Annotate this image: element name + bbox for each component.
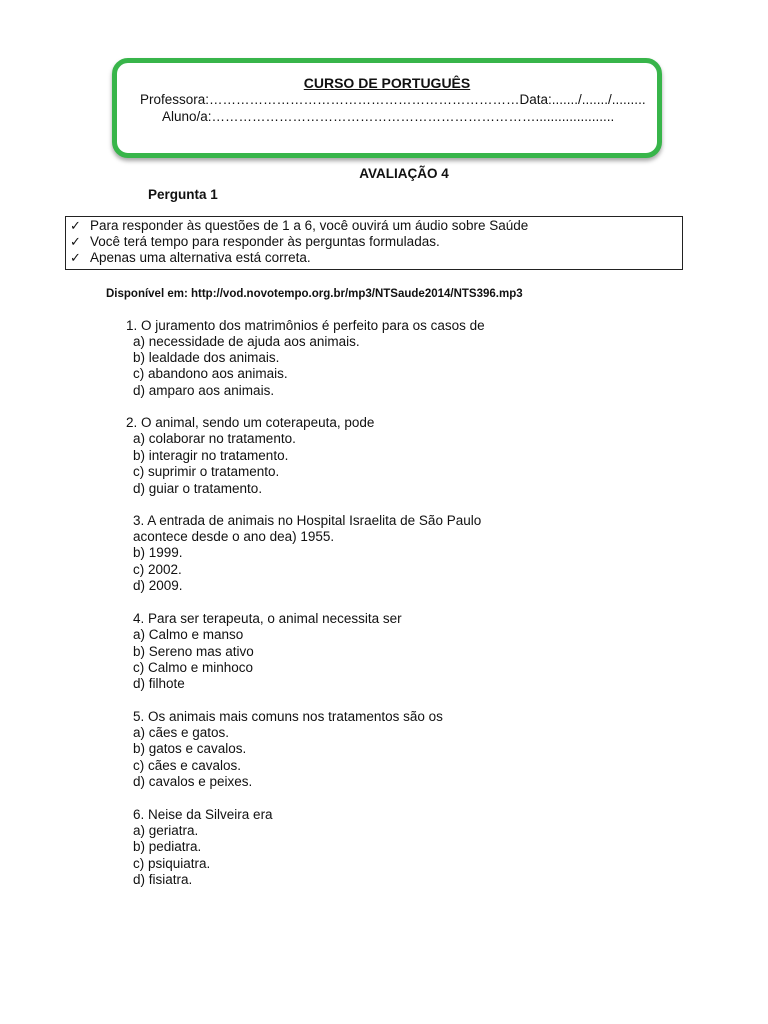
course-header-box bbox=[112, 58, 662, 158]
answer-option: a) Calmo e manso bbox=[133, 627, 244, 642]
answer-option: c) abandono aos animais. bbox=[133, 366, 288, 381]
answer-option: a) colaborar no tratamento. bbox=[133, 431, 296, 446]
answer-option: b) gatos e cavalos. bbox=[133, 741, 247, 756]
checkmark-icon: ✓ bbox=[70, 218, 81, 233]
question-stem-continued: acontece desde o ano dea) 1955. bbox=[133, 529, 335, 544]
question-heading: Pergunta 1 bbox=[148, 187, 218, 202]
audio-source-link[interactable]: Disponível em: http://vod.novotempo.org.br/mp3/NTSaude2014/NTS396.mp3 bbox=[106, 288, 523, 300]
question-stem: 1. O juramento dos matrimônios é perfeito para os casos de bbox=[126, 318, 485, 333]
answer-option: c) 2002. bbox=[133, 562, 182, 577]
answer-option: d) fisiatra. bbox=[133, 872, 193, 887]
teacher-date-line: Professora:……………………………………………………………Data:......./......./......... bbox=[140, 92, 646, 107]
answer-option: b) 1999. bbox=[133, 545, 183, 560]
answer-option: b) Sereno mas ativo bbox=[133, 644, 254, 659]
question-stem: 2. O animal, sendo um coterapeuta, pode bbox=[126, 415, 375, 430]
answer-option: d) guiar o tratamento. bbox=[133, 481, 263, 496]
checkmark-icon: ✓ bbox=[70, 250, 81, 265]
student-line: Aluno/a:………………………………………………………………..................... bbox=[162, 109, 615, 124]
answer-option: b) interagir no tratamento. bbox=[133, 448, 289, 463]
question-stem: 4. Para ser terapeuta, o animal necessita ser bbox=[133, 611, 402, 626]
question-stem: 3. A entrada de animais no Hospital Israelita de São Paulo bbox=[133, 513, 482, 528]
instruction-item: ✓ Apenas uma alternativa está correta. bbox=[70, 250, 311, 265]
answer-option: d) amparo aos animais. bbox=[133, 383, 275, 398]
answer-option: d) 2009. bbox=[133, 578, 183, 593]
answer-option: c) Calmo e minhoco bbox=[133, 660, 254, 675]
answer-option: a) cães e gatos. bbox=[133, 725, 230, 740]
question-stem: 5. Os animais mais comuns nos tratamentos são os bbox=[133, 709, 443, 724]
answer-option: d) cavalos e peixes. bbox=[133, 774, 253, 789]
instructions-box bbox=[65, 216, 683, 270]
answer-option: c) cães e cavalos. bbox=[133, 758, 242, 773]
answer-option: b) lealdade dos animais. bbox=[133, 350, 280, 365]
instruction-item: ✓ Para responder às questões de 1 a 6, você ouvirá um áudio sobre Saúde bbox=[70, 218, 529, 233]
answer-option: d) filhote bbox=[133, 676, 185, 691]
instruction-item: ✓ Você terá tempo para responder às perguntas formuladas. bbox=[70, 234, 440, 249]
question-stem: 6. Neise da Silveira era bbox=[133, 807, 273, 822]
answer-option: a) geriatra. bbox=[133, 823, 199, 838]
answer-option: c) psiquiatra. bbox=[133, 856, 211, 871]
answer-option: b) pediatra. bbox=[133, 839, 202, 854]
answer-option: a) necessidade de ajuda aos animais. bbox=[133, 334, 360, 349]
answer-option: c) suprimir o tratamento. bbox=[133, 464, 280, 479]
checkmark-icon: ✓ bbox=[70, 234, 81, 249]
course-title: CURSO DE PORTUGUÊS bbox=[303, 75, 471, 91]
evaluation-title: AVALIAÇÃO 4 bbox=[359, 166, 449, 181]
